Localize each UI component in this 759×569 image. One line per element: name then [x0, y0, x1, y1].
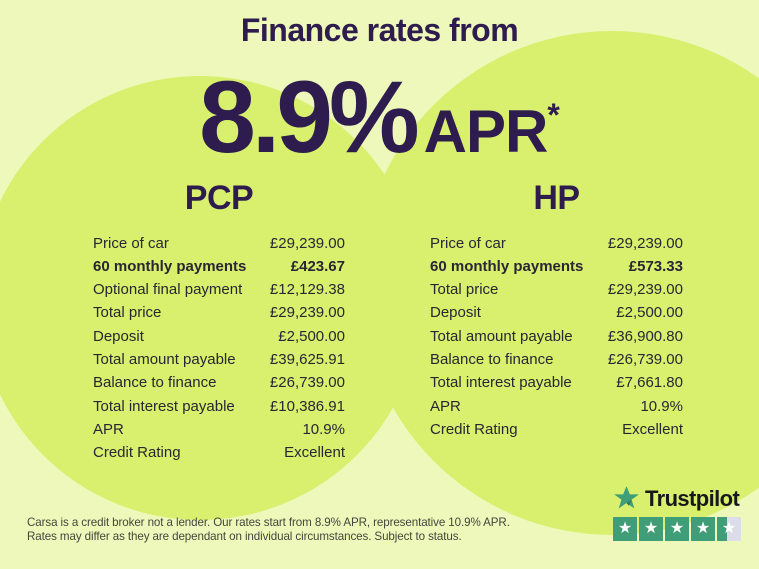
- table-row: [430, 231, 683, 254]
- asterisk: *: [547, 97, 560, 133]
- disclaimer-line-2: Rates may differ as they are dependant on individual circumstances. Subject to status.: [27, 530, 462, 543]
- table-row: [430, 325, 683, 348]
- row-value: £29,239.00: [607, 281, 683, 299]
- table-row: [93, 371, 345, 394]
- row-value: £10,386.91: [269, 397, 345, 415]
- rating-star: ★: [717, 517, 741, 541]
- row-value: 10.9%: [302, 420, 345, 438]
- row-value: £29,239.00: [269, 234, 345, 252]
- table-row: [430, 418, 683, 441]
- row-value: £7,661.80: [616, 374, 683, 392]
- table-row: [430, 301, 683, 324]
- trustpilot-stars: [613, 517, 745, 541]
- row-value: Excellent: [622, 420, 683, 438]
- trustpilot-badge[interactable]: [613, 486, 745, 541]
- pcp-table: [93, 180, 345, 464]
- row-value: Excellent: [284, 444, 345, 462]
- page-title: Finance rates from: [240, 12, 519, 48]
- row-value: £26,739.00: [607, 351, 683, 369]
- row-label: Credit Rating: [93, 444, 181, 462]
- table-row: [430, 371, 683, 394]
- rating-star: ★: [613, 517, 637, 541]
- row-label: APR: [93, 420, 124, 438]
- row-label: Balance to finance: [93, 374, 217, 392]
- row-label: 60 monthly payments: [93, 257, 247, 275]
- table-row: [430, 348, 683, 371]
- hp-heading: HP: [533, 179, 580, 217]
- row-value: £29,239.00: [607, 234, 683, 252]
- row-label: Deposit: [430, 304, 481, 322]
- row-value: 10.9%: [640, 397, 683, 415]
- row-label: Price of car: [430, 234, 506, 252]
- disclaimer: [27, 516, 510, 544]
- row-label: Total amount payable: [93, 351, 236, 369]
- row-label: APR: [430, 397, 461, 415]
- row-value: £2,500.00: [616, 304, 683, 322]
- table-row: [93, 231, 345, 254]
- row-value: £573.33: [628, 257, 683, 275]
- row-label: Total price: [93, 304, 162, 322]
- rating-star: ★: [639, 517, 663, 541]
- pcp-rows: [93, 231, 345, 464]
- table-row: [93, 325, 345, 348]
- row-value: £26,739.00: [269, 374, 345, 392]
- rating-star: ★: [665, 517, 689, 541]
- row-label: Total interest payable: [93, 397, 235, 415]
- rate-suffix: [423, 97, 560, 165]
- table-row: [93, 394, 345, 417]
- table-row: [430, 394, 683, 417]
- pcp-heading: PCP: [184, 179, 254, 217]
- trustpilot-wordmark: Trustpilot: [645, 486, 740, 511]
- trustpilot-logo: [613, 486, 745, 512]
- table-row: [93, 418, 345, 441]
- table-row: [430, 255, 683, 278]
- rate-value: 8.9%: [199, 60, 416, 174]
- row-value: £29,239.00: [269, 304, 345, 322]
- trustpilot-star-icon: [613, 486, 640, 512]
- hp-table: [430, 180, 683, 441]
- disclaimer-line-1: Carsa is a credit broker not a lender. Our rates start from 8.9% APR, representative 10.9% APR.: [27, 516, 510, 529]
- table-row: [93, 348, 345, 371]
- row-value: £36,900.80: [607, 327, 683, 345]
- row-label: Price of car: [93, 234, 169, 252]
- row-label: Total amount payable: [430, 327, 573, 345]
- row-value: £423.67: [290, 257, 345, 275]
- hero-rate: [0, 60, 759, 174]
- table-row: [93, 301, 345, 324]
- row-label: Balance to finance: [430, 351, 554, 369]
- row-label: Total interest payable: [430, 374, 572, 392]
- hp-rows: [430, 231, 683, 441]
- row-label: 60 monthly payments: [430, 257, 584, 275]
- apr-label: APR: [423, 98, 548, 165]
- row-label: Deposit: [93, 327, 144, 345]
- table-row: [93, 441, 345, 464]
- table-row: [93, 278, 345, 301]
- row-label: Optional final payment: [93, 281, 243, 299]
- row-label: Total price: [430, 281, 499, 299]
- table-row: [93, 255, 345, 278]
- row-value: £2,500.00: [278, 327, 345, 345]
- table-row: [430, 278, 683, 301]
- row-value: £39,625.91: [269, 351, 345, 369]
- row-label: Credit Rating: [430, 420, 518, 438]
- row-value: £12,129.38: [269, 281, 345, 299]
- rating-star: ★: [691, 517, 715, 541]
